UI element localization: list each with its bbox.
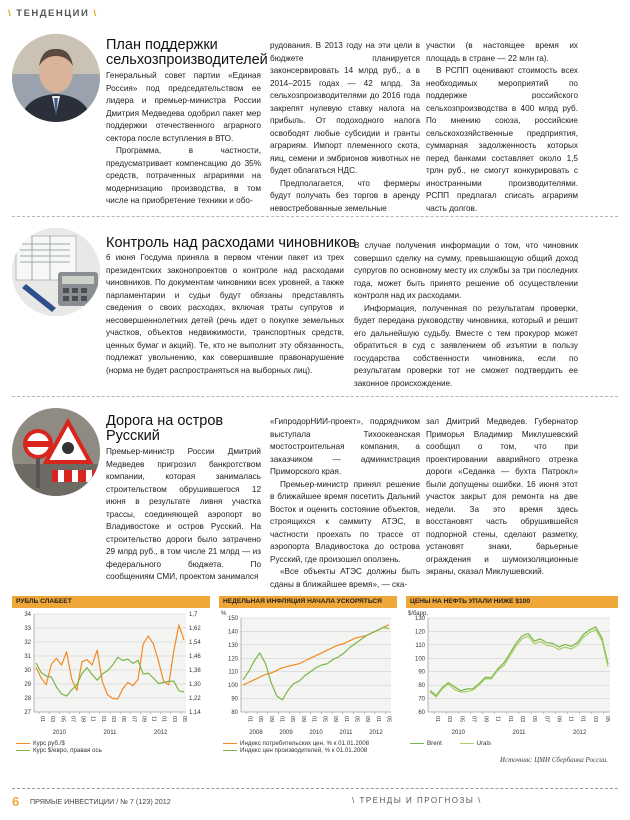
y-tick-label: 100 <box>227 683 238 690</box>
x-tick-label: 05 <box>603 716 610 723</box>
y-right-tick-label: 1,46 <box>189 654 201 660</box>
paragraph: Премьер-министр России Дмитрий Медведев пригрозил банкротством компании, которая занималась строительством обрушившегося 12 июня в результате ливня участка трассы, соединяющей аэропорт во Владивостоке и остров Русский. На строительство дороги было затрачено 29 млрд руб., в том числе 21 млрд — из федерального бюджета. По сообщениям СМИ, проектом занимался <box>106 447 261 581</box>
legend-item <box>16 740 102 747</box>
divider <box>12 216 618 217</box>
y-tick-label: 28 <box>24 696 31 702</box>
section-tag: \ ТЕНДЕНЦИИ \ <box>8 8 98 19</box>
article-title <box>106 38 268 68</box>
x-tick-label: 05 <box>385 716 392 723</box>
x-tick-label: 03 <box>591 716 598 723</box>
legend-label: Курс руб./$ <box>33 740 65 747</box>
x-tick-label: 11 <box>567 716 574 722</box>
chart-title: РУБЛЬ СЛАБЕЕТ <box>16 598 72 605</box>
title-line: План поддержки <box>106 37 218 53</box>
chart-title: НЕДЕЛЬНАЯ ИНФЛЯЦИЯ НАЧАЛА УСКОРЯТЬСЯ <box>223 598 382 605</box>
x-tick-label: 11 <box>150 716 157 722</box>
paragraph: Премьер-министр принял решение в ближайшее время посетить Дальний Восток и оценить состояние объектов, строящихся к саммиту АТЭС, в частности проехать по трассе от аэропорта Владивостока до острова Русский, где произошел оползень. <box>270 479 420 564</box>
article-officials <box>0 224 630 394</box>
x-tick-label: 05 <box>458 716 465 723</box>
x-tick-label: 05 <box>180 716 187 723</box>
x-tick-label: 05 <box>531 716 538 723</box>
axis-unit: $/барр. <box>408 611 428 617</box>
paragraph: Программа, в частности, предусматривает компенсацию до 35% средств, потраченных аграриями на модернизацию производства, в том числе на приобретение техники и обо- <box>106 146 261 205</box>
article-title <box>106 236 356 251</box>
y-tick-label: 110 <box>228 669 238 676</box>
x-year-label: 2011 <box>339 730 353 736</box>
x-tick-label: 09 <box>299 716 306 723</box>
chart-title-bar <box>219 596 397 608</box>
paragraph: зал Дмитрий Медведев. Губернатор Приморья Владимир Миклушевский сообщил о том, что при проектировании аварийного отрезка дороги «Седанка — бухта Патрокл» были допущены ошибки. 16 июня этот участок закрыт для ремонта на две недели. За это время здесь восстановят часть обрушившейся подпорной стены, сделают разметку, установят знаки, барьерные ограждения и шумоизоляционные экраны, сказал Миклушевский. <box>426 417 578 576</box>
x-tick-label: 01 <box>278 716 285 723</box>
legend-swatch <box>460 743 474 744</box>
legend-swatch <box>223 750 237 751</box>
x-tick-label: 01 <box>39 716 46 723</box>
x-tick-label: 09 <box>79 716 86 723</box>
y-right-tick-label: 1,7 <box>189 612 198 618</box>
y-tick-label: 30 <box>24 668 31 674</box>
x-tick-label: 05 <box>59 716 66 723</box>
article-column <box>106 70 261 208</box>
x-tick-label: 09 <box>364 716 371 723</box>
title-line: Контроль над расходами чиновников <box>106 235 357 251</box>
legend-swatch <box>223 743 237 744</box>
x-tick-label: 01 <box>506 716 513 723</box>
y-tick-label: 120 <box>227 656 238 663</box>
article-russky-road <box>0 404 630 589</box>
x-year-label: 2009 <box>279 730 293 736</box>
legend-label: Urals <box>476 740 491 747</box>
x-tick-label: 05 <box>321 716 328 723</box>
x-tick-label: 09 <box>555 716 562 723</box>
x-year-label: 2012 <box>572 730 587 736</box>
x-tick-label: 09 <box>482 716 489 723</box>
y-tick-label: 90 <box>231 696 238 703</box>
road-signs-photo <box>12 408 100 496</box>
axis-unit: % <box>221 611 227 617</box>
documents-photo <box>12 228 100 316</box>
y-tick-label: 120 <box>414 629 425 636</box>
y-right-tick-label: 1,54 <box>189 640 201 646</box>
plot-area <box>428 618 610 712</box>
y-tick-label: 150 <box>227 616 238 622</box>
y-tick-label: 80 <box>231 710 238 716</box>
x-tick-label: 05 <box>289 716 296 723</box>
article-column <box>426 40 578 215</box>
article-column <box>426 416 578 579</box>
x-tick-label: 03 <box>446 716 453 723</box>
x-year-label: 2010 <box>309 730 323 736</box>
rubric-label: ТРЕНДЫ И ПРОГНОЗЫ <box>359 796 475 805</box>
x-year-label: 2010 <box>451 730 466 736</box>
paragraph: Предполагается, что фермеры будут получать без торгов в аренду невостребованные земельные <box>270 178 420 213</box>
legend-item <box>460 740 491 747</box>
legend-item <box>16 747 102 754</box>
chart-title-bar <box>406 596 618 608</box>
y-tick-label: 29 <box>24 682 31 688</box>
chart-ruble-plot <box>12 610 210 738</box>
paragraph: Информация, полученная по результатам проверки, будет передана руководству чиновника, который и решит его дальнейшую судьбу. Вместе с тем прокурор может обратиться в суд с заявлением об изъятии в пользу государства собственности чиновника, если по результатам проверки тот не сможет подтвердить ее законное происхождение. <box>354 303 578 388</box>
y-tick-label: 90 <box>418 669 425 676</box>
y-tick-label: 110 <box>415 642 425 649</box>
divider <box>12 396 618 397</box>
legend-label: Brent <box>427 740 442 747</box>
legend-item <box>223 740 369 747</box>
chart-title: ЦЕНЫ НА НЕФТЬ УПАЛИ НИЖЕ $100 <box>410 598 530 605</box>
y-tick-label: 31 <box>24 654 31 660</box>
article-column <box>270 40 420 215</box>
x-year-label: 2012 <box>369 730 383 736</box>
page-number: 6 <box>12 794 20 809</box>
legend-label: Индекс цен производителей, % к 01.01.2008 <box>240 747 368 754</box>
title-line: Русский <box>106 428 160 444</box>
chart-inflation-plot <box>219 610 397 738</box>
y-tick-label: 100 <box>414 656 425 663</box>
plot-area <box>34 614 186 712</box>
paragraph: рудования. В 2013 году на эти цели в бюджете планируется законсервировать 14 млрд руб., а в 2014–2015 годах — 42 млрд. За сельхозпроизводителями до 2016 года закрепят нулевую ставку налога на прибыль. От подоходного налога освободят любые субсидии и гранты аграриям. Импорт племенного скота, яиц, семени и эмбрионов животных не будет облагаться НДС. <box>270 41 420 175</box>
y-tick-label: 80 <box>418 683 425 690</box>
paragraph: В РСПП оценивают стоимость всех необходимых мероприятий по поддержке российского сельхозпроизводства в 400 млрд руб. По мнению союза, российские сельскохозяйственные предприятия, суммарная задолженность которых перед банками составляет около 1,5 трлн руб., не смогут конкурировать с иностранными производителями. РСПП предлагал списать аграриям часть долгов. <box>426 66 578 213</box>
y-tick-label: 130 <box>227 642 238 649</box>
x-tick-label: 05 <box>257 716 264 723</box>
x-tick-label: 09 <box>332 716 339 723</box>
x-year-label: 2008 <box>249 730 263 736</box>
x-tick-label: 01 <box>579 716 586 723</box>
footer-rubric: \ ТРЕНДЫ И ПРОГНОЗЫ \ <box>352 796 482 805</box>
x-tick-label: 11 <box>494 716 501 722</box>
paragraph: Генеральный совет партии «Единая Россия» под председательством ее лидера и премьер-министра России Дмитрия Медведева одобрил пакет мер поддержки отечественного аграрного сектора после вступления в ВТО. <box>106 71 261 143</box>
x-tick-label: 05 <box>353 716 360 723</box>
x-tick-label: 03 <box>170 716 177 723</box>
y-tick-label: 32 <box>24 640 31 646</box>
legend-swatch <box>410 743 424 744</box>
paragraph: 6 июня Госдума приняла в первом чтении пакет из трех президентских законопроектов о контроле над расходами чиновников. По документам чиновники всех уровней, а также парламентарии и судьи будут обязаны представлять сведения о своих расходах, включая траты супругов и несовершеннолетних детей (речь идет о покупке земельных участков, объектов недвижимости, транспортных средств, ценных бумаг и акций). Те, кто не выполнит эту обязанность, подлежат увольнению, как совершившие правонарушение (норма не будет распространяться на выборных лиц). <box>106 253 344 375</box>
legend-label: Индекс потребительских цен, % к 01.01.2008 <box>240 740 370 747</box>
paragraph: В случае получения информации о том, что чиновник совершил сделку на сумму, превышающую общий доход супругов по основному месту их службы за три последних года, может быть принято решение об осуществлении контроля над их расходами. <box>354 241 578 300</box>
article-column <box>106 252 344 377</box>
x-tick-label: 07 <box>543 716 550 723</box>
chart-ruble <box>12 596 210 769</box>
x-tick-label: 07 <box>69 716 76 723</box>
chart-oil-plot <box>406 610 618 738</box>
x-year-label: 2011 <box>512 730 526 736</box>
article-column <box>106 446 261 584</box>
legend-label: Курс $/евро, правая ось <box>33 747 102 754</box>
x-tick-label: 07 <box>130 716 137 723</box>
x-tick-label: 07 <box>470 716 477 723</box>
x-tick-label: 01 <box>310 716 317 723</box>
x-tick-label: 09 <box>140 716 147 723</box>
y-right-tick-label: 1,30 <box>189 682 201 688</box>
paragraph: «Все объекты АТЭС должны быть сданы в ближайшее время», — ска- <box>270 567 420 589</box>
x-tick-label: 01 <box>246 716 253 723</box>
x-year-label: 2011 <box>103 730 117 736</box>
chart-legend <box>410 740 491 747</box>
y-tick-label: 130 <box>414 616 425 622</box>
legend-swatch <box>16 750 30 751</box>
x-tick-label: 03 <box>49 716 56 723</box>
x-tick-label: 09 <box>267 716 274 723</box>
medvedev-photo <box>12 34 100 122</box>
x-tick-label: 11 <box>89 716 96 722</box>
y-right-tick-label: 1,38 <box>189 668 201 674</box>
y-tick-label: 33 <box>24 626 31 632</box>
chart-title-bar <box>12 596 210 608</box>
legend-item <box>223 747 369 754</box>
x-tick-label: 03 <box>110 716 116 723</box>
y-right-tick-label: 1,62 <box>189 626 201 632</box>
footer-divider <box>12 788 618 789</box>
x-year-label: 2010 <box>52 730 67 736</box>
chart-source-note: Источник: ЦМИ Сбербанка России. <box>499 756 608 764</box>
magazine-issue: ПРЯМЫЕ ИНВЕСТИЦИИ / № 7 (123) 2012 <box>30 797 171 806</box>
x-tick-label: 03 <box>519 716 525 723</box>
x-tick-label: 01 <box>374 716 381 723</box>
paragraph: участки (в настоящее время их площадь в стране — 22 млн га). <box>426 41 578 63</box>
legend-item <box>410 740 442 747</box>
y-tick-label: 60 <box>418 710 425 716</box>
chart-legend <box>223 740 369 754</box>
x-tick-label: 01 <box>434 716 441 723</box>
x-tick-label: 05 <box>120 716 127 723</box>
x-tick-label: 01 <box>342 716 349 723</box>
x-year-label: 2012 <box>153 730 168 736</box>
y-right-tick-label: 1,22 <box>189 696 201 702</box>
chart-oil <box>406 596 618 769</box>
article-column <box>270 416 420 591</box>
y-tick-label: 27 <box>24 710 31 716</box>
chart-inflation <box>219 596 397 769</box>
y-tick-label: 34 <box>24 612 31 618</box>
x-tick-label: 01 <box>99 716 106 723</box>
y-tick-label: 140 <box>227 629 238 636</box>
y-right-tick-label: 1,14 <box>189 710 201 716</box>
title-line: сельхозпроизводителей <box>106 52 268 68</box>
title-line: Дорога на остров <box>106 413 224 429</box>
legend-swatch <box>16 743 30 744</box>
y-tick-label: 70 <box>418 696 425 703</box>
x-tick-label: 01 <box>160 716 167 723</box>
article-column <box>354 240 578 390</box>
paragraph: «ГипродорНИИ-проект», подрядчиком выступала Тихоокеанская мостостроительная компания, а заказчиком — администрация Приморского края. <box>270 417 420 476</box>
plot-area <box>241 618 391 712</box>
article-title <box>106 414 223 444</box>
section-label: ТЕНДЕНЦИИ <box>16 8 90 19</box>
article-agriculture <box>0 28 630 233</box>
chart-legend <box>16 740 102 754</box>
